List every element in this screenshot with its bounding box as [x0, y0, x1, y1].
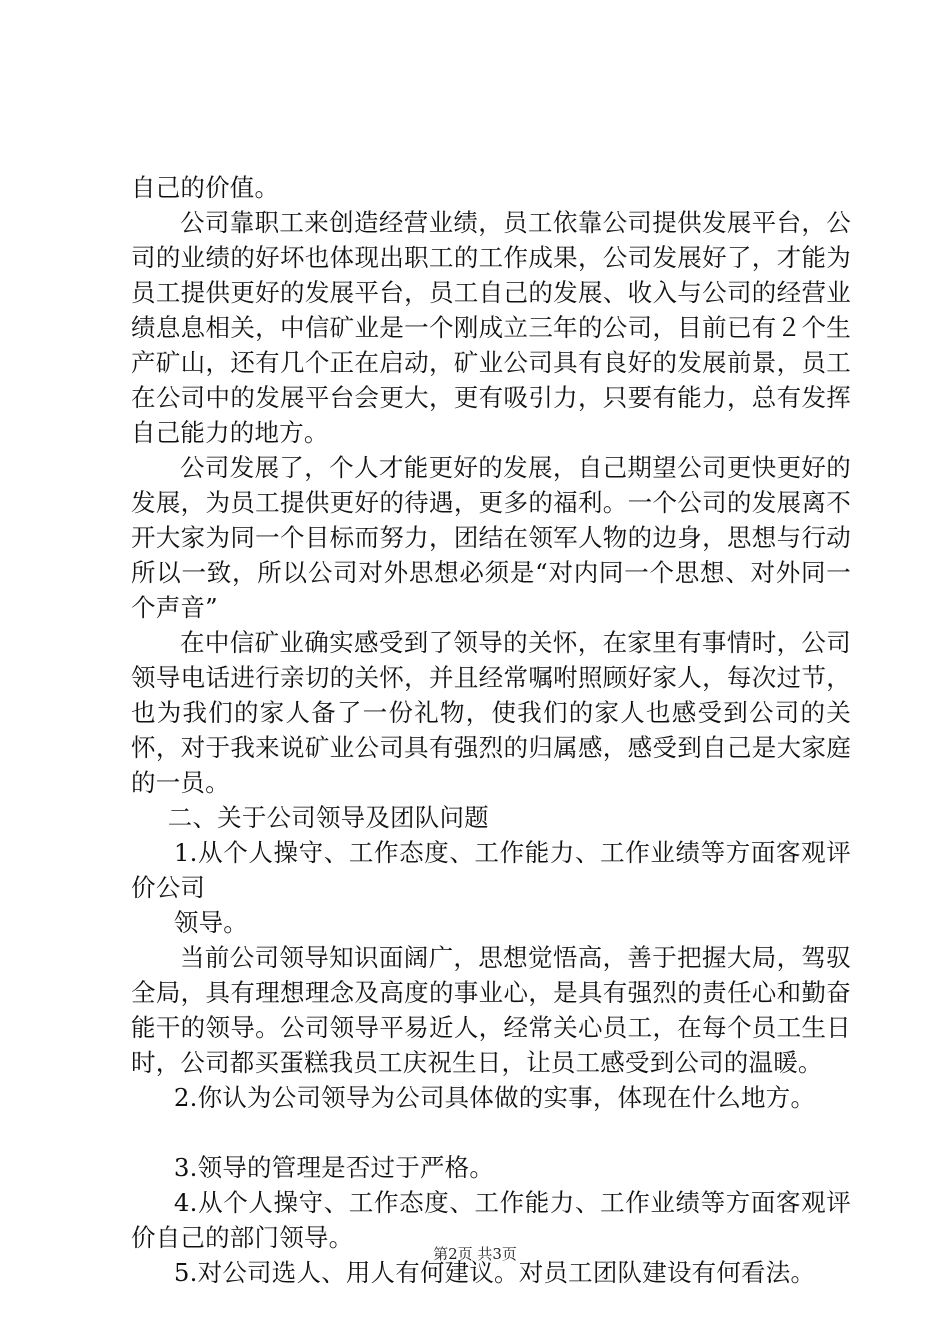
paragraph-company-development: 公司发展了，个人才能更好的发展，自己期望公司更快更好的发展，为员工提供更好的待遇，更多的福利。一个公司的发展离不开大家为同一个目标而努力，团结在领军人物的边身，思想与行动所以一致，所以公司对外思想必须是“对内同一个思想、对外同一个声音” [131, 453, 851, 622]
paragraph-leadership-evaluation: 当前公司领导知识面阔广，思想觉悟高，善于把握大局，驾驭全局，具有理想理念及高度的事业心，是具有强烈的责任心和勤奋能干的领导。公司领导平易近人，经常关心员工，在每个员工生日时，公司都买蛋糕我员工庆祝生日，让员工感受到公司的温暖。 [131, 943, 851, 1077]
question-1: 1.从个人操守、工作态度、工作能力、工作业绩等方面客观评价公司 [131, 838, 851, 902]
page-footer: 第2页 共3页 [433, 1245, 517, 1263]
question-1-continuation: 领导。 [173, 908, 248, 937]
question-3: 3.领导的管理是否过于严格。 [173, 1153, 495, 1182]
question-5: 5.对公司选人、用人有何建议。对员工团队建设有何看法。 [173, 1258, 816, 1287]
paragraph-leadership-care: 在中信矿业确实感受到了领导的关怀，在家里有事情时，公司领导电话进行亲切的关怀，并且经常嘱咐照顾好家人，每次过节，也为我们的家人备了一份礼物，使我们的家人也感受到公司的关怀，对于我来说矿业公司具有强烈的归属感，感受到自己是大家庭的一员。 [131, 628, 851, 797]
paragraph-company-performance: 公司靠职工来创造经营业绩，员工依靠公司提供发展平台，公司的业绩的好坏也体现出职工的工作成果，公司发展好了，才能为员工提供更好的发展平台，员工自己的发展、收入与公司的经营业绩息息相关，中信矿业是一个刚成立三年的公司，目前已有２个生产矿山，还有几个正在启动，矿业公司具有良好的发展前景，员工在公司中的发展平台会更大，更有吸引力，只要有能力，总有发挥自己能力的地方。 [131, 208, 851, 447]
section-heading-leadership: 二、关于公司领导及团队问题 [167, 803, 489, 832]
question-2: 2.你认为公司领导为公司具体做的实事，体现在什么地方。 [173, 1083, 816, 1112]
document-body [131, 170, 851, 1290]
paragraph-continuation: 自己的价值。 [131, 173, 280, 202]
blank-line [131, 1115, 851, 1150]
question-4: 4.从个人操守、工作态度、工作能力、工作业绩等方面客观评价自己的部门领导。 [131, 1188, 851, 1252]
